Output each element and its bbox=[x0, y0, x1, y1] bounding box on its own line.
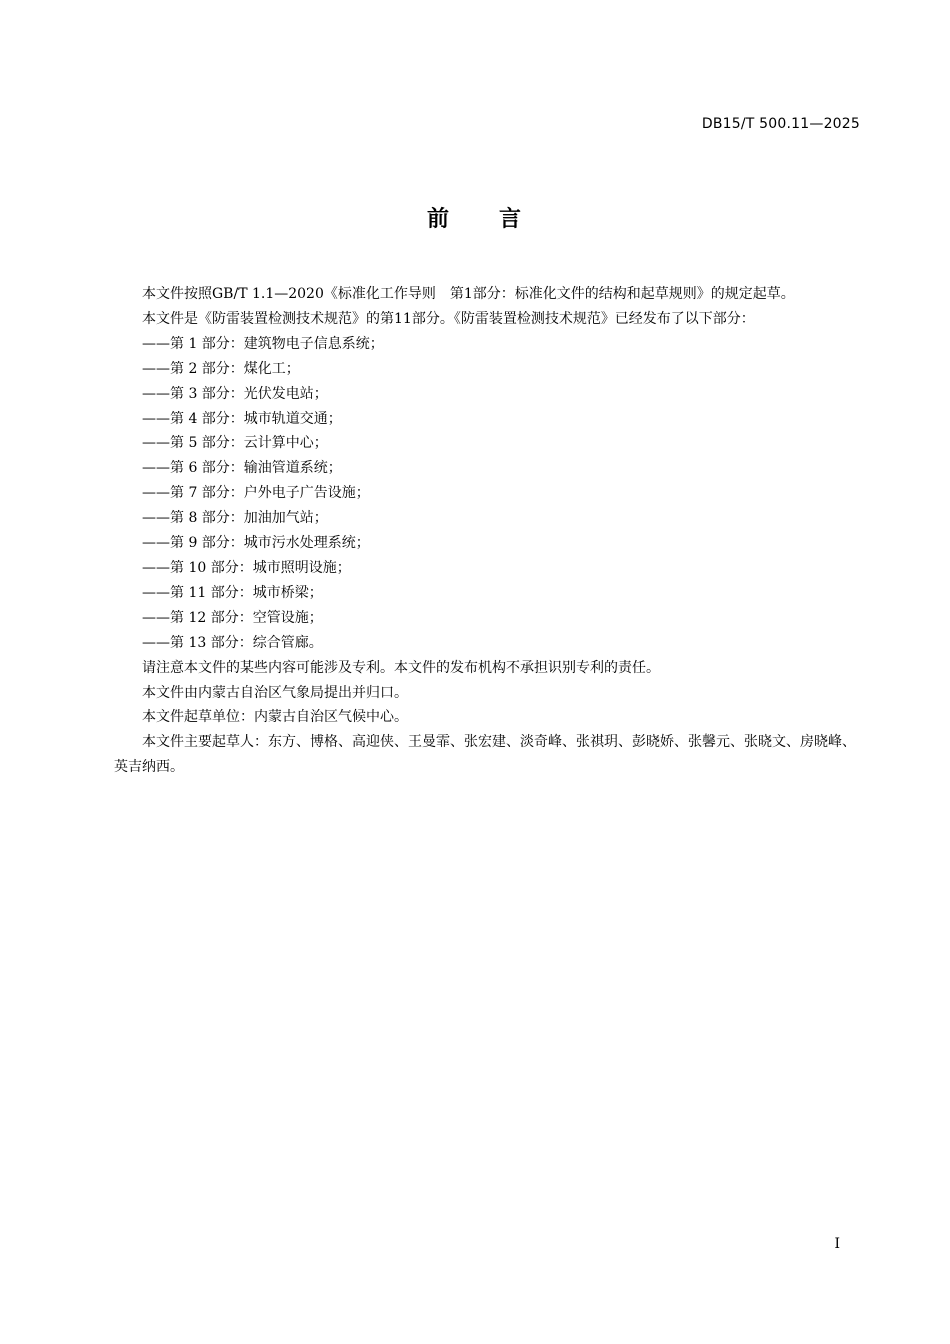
list-item: ——第 13 部分：综合管廊。 bbox=[142, 634, 323, 651]
paragraph-drafters: 本文件主要起草人：东方、博格、高迎侠、王曼霏、张宏建、淡奇峰、张祺玥、彭晓娇、张馨元、张晓文、房晓峰、英吉纳西。 bbox=[114, 734, 856, 776]
paragraph-patent-notice: 请注意本文件的某些内容可能涉及专利。本文件的发布机构不承担识别专利的责任。 bbox=[142, 659, 660, 676]
list-item: ——第 2 部分：煤化工； bbox=[142, 360, 300, 377]
list-item: ——第 5 部分：云计算中心； bbox=[142, 435, 328, 452]
published-parts-list bbox=[114, 332, 860, 656]
list-item: ——第 1 部分：建筑物电子信息系统； bbox=[142, 335, 384, 352]
list-item: ——第 6 部分：输油管道系统； bbox=[142, 460, 342, 477]
foreword-body bbox=[114, 282, 860, 780]
list-item: ——第 11 部分：城市桥梁； bbox=[142, 584, 323, 601]
list-item: ——第 10 部分：城市照明设施； bbox=[142, 559, 351, 576]
list-item: ——第 12 部分：空管设施； bbox=[142, 609, 323, 626]
list-item: ——第 9 部分：城市污水处理系统； bbox=[142, 535, 370, 552]
paragraph-drafting-rules: 本文件按照GB/T 1.1—2020《标准化工作导则 第1部分：标准化文件的结构和起草规则》的规定起草。 bbox=[142, 286, 795, 302]
paragraph-proposer: 本文件由内蒙古自治区气象局提出并归口。 bbox=[142, 684, 408, 701]
page-number: I bbox=[834, 1236, 840, 1252]
page-title: 前 言 bbox=[426, 207, 523, 232]
list-item: ——第 3 部分：光伏发电站； bbox=[142, 385, 328, 402]
list-item: ——第 4 部分：城市轨道交通； bbox=[142, 410, 342, 427]
paragraph-series-intro: 本文件是《防雷装置检测技术规范》的第11部分。《防雷装置检测技术规范》已经发布了以下部分： bbox=[142, 310, 755, 327]
list-item: ——第 7 部分：户外电子广告设施； bbox=[142, 485, 370, 502]
list-item: ——第 8 部分：加油加气站； bbox=[142, 510, 328, 527]
document-code: DB15/T 500.11—2025 bbox=[701, 116, 860, 132]
paragraph-drafting-unit: 本文件起草单位：内蒙古自治区气候中心。 bbox=[142, 709, 408, 726]
